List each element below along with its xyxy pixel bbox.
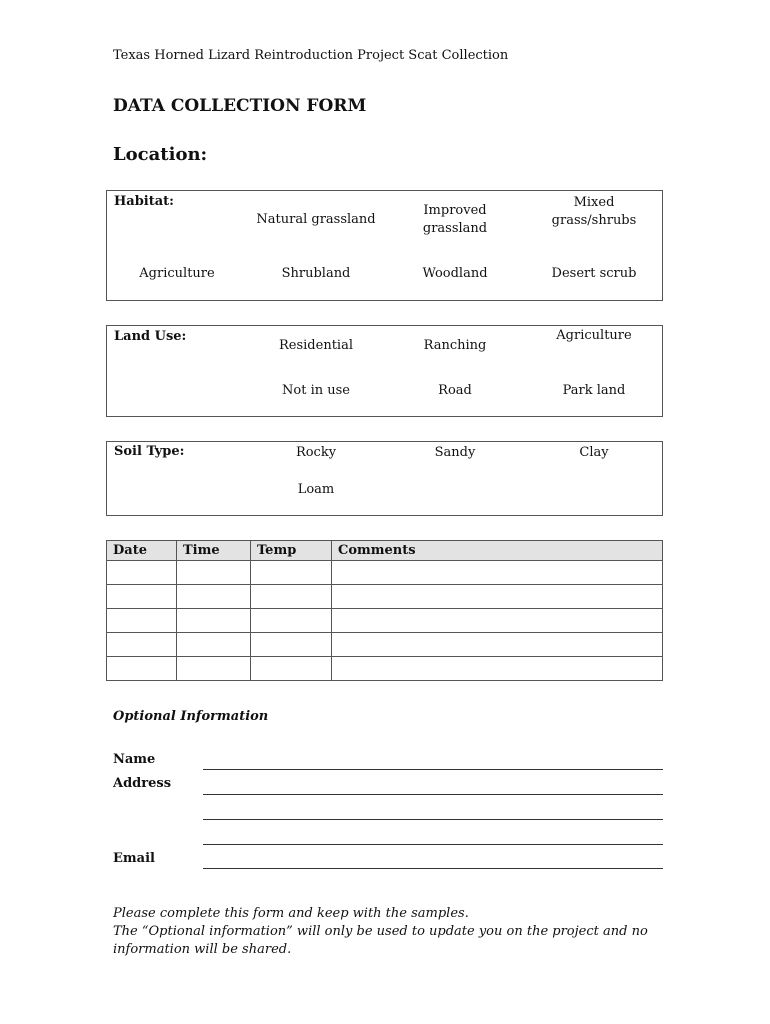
habitat-section [106,190,663,301]
address-label: Address [113,776,172,791]
instructions-line-1: Please complete this form and keep with the samples. [113,906,469,921]
habitat-option-agriculture[interactable]: Agriculture [139,266,215,281]
land-use-option-agriculture[interactable]: Agriculture [556,328,632,343]
soil-option-sandy[interactable]: Sandy [434,445,476,460]
comments-cell[interactable] [332,585,663,609]
time-cell[interactable] [177,609,251,633]
instructions-line-2: The “Optional information” will only be used to update you on the project and no information will be shared. [113,924,648,957]
table-row [107,657,663,681]
column-header-comments: Comments [332,541,663,561]
table-header-row [107,541,663,561]
form-title: DATA COLLECTION FORM [113,96,367,116]
email-field[interactable] [203,868,663,869]
habitat-label: Habitat: [114,194,174,209]
land-use-option-park-land[interactable]: Park land [562,383,626,398]
date-cell[interactable] [107,633,177,657]
land-use-option-residential[interactable]: Residential [279,338,353,353]
land-use-section [106,325,663,417]
land-use-option-road[interactable]: Road [438,383,472,398]
habitat-option-desert-scrub[interactable]: Desert scrub [551,266,637,281]
soil-option-loam[interactable]: Loam [297,482,335,497]
table-row [107,633,663,657]
land-use-option-ranching[interactable]: Ranching [423,338,487,353]
address-field-line-3[interactable] [203,844,663,845]
temp-cell[interactable] [251,561,332,585]
habitat-option-shrubland[interactable]: Shrubland [281,266,351,281]
habitat-option-woodland[interactable]: Woodland [422,266,488,281]
collection-log-table [106,540,663,681]
instructions-note [113,905,673,959]
column-header-date: Date [107,541,177,561]
location-label: Location: [113,144,208,165]
time-cell[interactable] [177,585,251,609]
soil-option-rocky[interactable]: Rocky [295,445,337,460]
soil-type-label: Soil Type: [114,444,185,459]
optional-info-heading: Optional Information [113,709,269,724]
time-cell[interactable] [177,657,251,681]
date-cell[interactable] [107,609,177,633]
table-row [107,609,663,633]
comments-cell[interactable] [332,633,663,657]
habitat-option-mixed-grass-shrubs[interactable]: Mixed grass/shrubs [551,195,637,228]
time-cell[interactable] [177,633,251,657]
table-row [107,585,663,609]
column-header-temp: Temp [251,541,332,561]
project-title: Texas Horned Lizard Reintroduction Project Scat Collection [113,48,509,63]
column-header-time: Time [177,541,251,561]
name-field[interactable] [203,769,663,770]
land-use-option-not-in-use[interactable]: Not in use [282,383,350,398]
date-cell[interactable] [107,657,177,681]
address-field-line-2[interactable] [203,819,663,820]
time-cell[interactable] [177,561,251,585]
habitat-option-natural-grassland[interactable]: Natural grassland [256,212,376,227]
temp-cell[interactable] [251,633,332,657]
date-cell[interactable] [107,561,177,585]
name-label: Name [113,752,156,767]
habitat-option-improved-grassland[interactable]: Improved grassland [422,203,488,236]
temp-cell[interactable] [251,657,332,681]
date-cell[interactable] [107,585,177,609]
table-row [107,561,663,585]
comments-cell[interactable] [332,657,663,681]
soil-type-section [106,441,663,516]
soil-option-clay[interactable]: Clay [579,445,609,460]
comments-cell[interactable] [332,609,663,633]
temp-cell[interactable] [251,585,332,609]
address-field-line-1[interactable] [203,794,663,795]
temp-cell[interactable] [251,609,332,633]
comments-cell[interactable] [332,561,663,585]
email-label: Email [113,851,155,866]
land-use-label: Land Use: [114,329,187,344]
